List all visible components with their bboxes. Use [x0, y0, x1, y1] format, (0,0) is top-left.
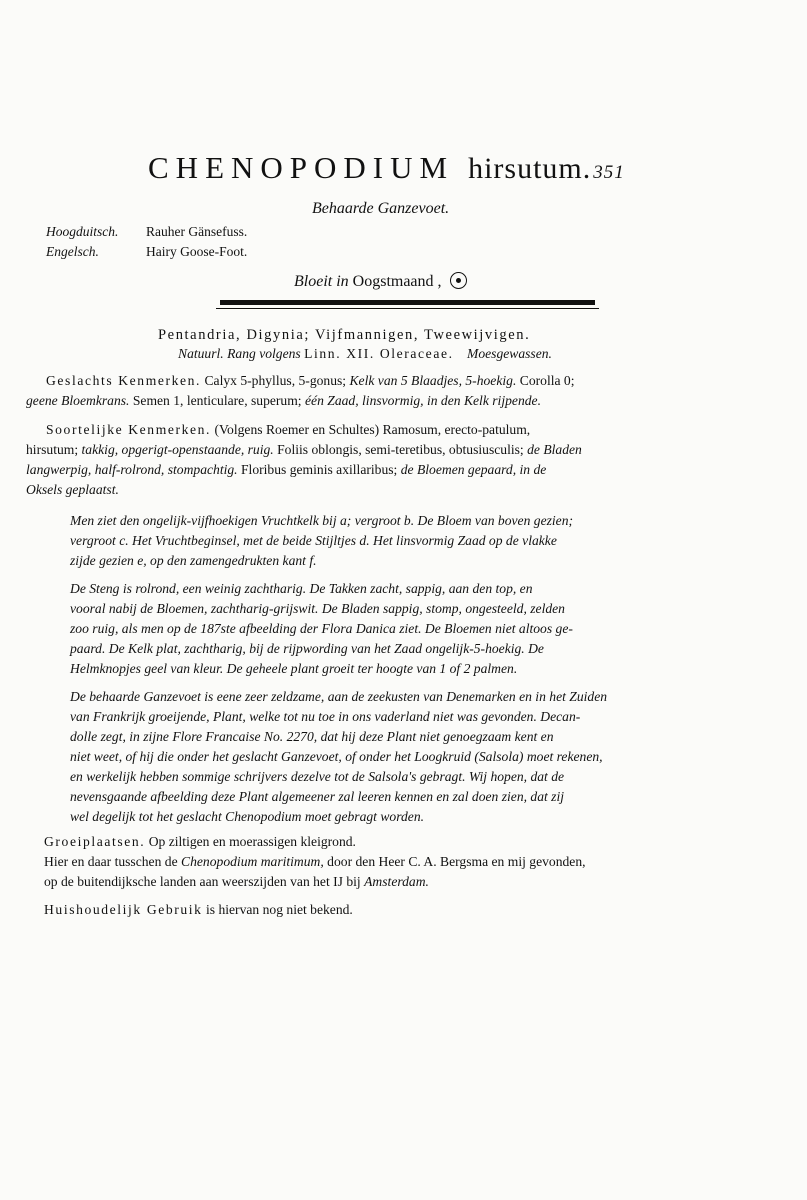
language-label: Hoogduitsch.	[46, 224, 119, 239]
history-line: dolle zegt, in zijne Flore Francaise No. 2270, dat hij deze Plant niet genoegzaam kent en	[70, 729, 554, 744]
genus-name: CHENOPODIUM	[148, 150, 455, 185]
vernacular-name-row	[46, 222, 247, 242]
history-line: van Frankrijk groeijende, Plant, welke tot nu toe in ons vaderland niet was gevonden. Decan-	[70, 709, 581, 724]
vernacular-name-row	[46, 242, 247, 262]
bloom-period	[294, 272, 467, 291]
figure-explanation-line: Men ziet den ongelijk-vijfhoekigen Vruchtkelk bij a; vergroot b. De Bloem van boven gezien;	[70, 513, 574, 528]
page-title	[148, 150, 768, 191]
genus-characters-cont: geene Bloemkrans. Semen 1, lenticulare, superum; één Zaad, linsvormig, in den Kelk rijpende.	[26, 393, 541, 408]
bloom-month: Oogstmaand ,	[352, 273, 442, 290]
habitat-cont: Hier en daar tusschen de Chenopodium maritimum, door den Heer C. A. Bergsma en mij gevonden,	[44, 854, 586, 869]
vernacular-names	[46, 222, 247, 262]
history-line: wel degelijk tot het geslacht Chenopodium moet gebragt worden.	[70, 809, 425, 824]
linnaean-class: Pentandria, Digynia; Vijfmannigen, Tweewijvigen.	[158, 327, 531, 343]
species-characters: Soortelijke Kenmerken. (Volgens Roemer en Schultes) Ramosum, erecto-patulum,	[46, 422, 531, 437]
vernacular-name: Hairy Goose-Foot.	[146, 244, 248, 259]
vernacular-name: Rauher Gänsefuss.	[146, 224, 248, 239]
description-line: zoo ruig, als men op de 187ste afbeelding der Flora Danica ziet. De Bloemen niet altoos ge-	[70, 621, 573, 636]
habitat: Groeiplaatsen. Op ziltigen en moerassigen kleigrond.	[44, 834, 356, 849]
dutch-common-name: Behaarde Ganzevoet.	[312, 200, 450, 217]
species-characters-cont: Oksels geplaatst.	[26, 482, 119, 497]
description-line: Helmknopjes geel van kleur. De geheele plant groeit ter hoogte van 1 of 2 palmen.	[70, 661, 518, 676]
annual-symbol-icon	[450, 272, 467, 289]
history-line: niet weet, of hij die onder het geslacht Ganzevoet, of onder het Loogkruid (Salsola) moet rekenen,	[70, 749, 603, 764]
history-line: en werkelijk hebben sommige schrijvers dezelve tot de Salsola's gebragt. Wij hopen, dat de	[70, 769, 565, 784]
habitat-cont: op de buitendijksche landen aan weerszijden van het IJ bij Amsterdam.	[44, 874, 429, 889]
species-name: hirsutum.	[468, 152, 592, 185]
bloom-label: Bloeit in	[294, 273, 349, 290]
description-line: De Steng is rolrond, een weinig zachtharig. De Takken zacht, sappig, aan den top, en	[70, 581, 533, 596]
species-characters-cont: langwerpig, half-rolrond, stompachtig. Floribus geminis axillaribus; de Bloemen gepaard, in de	[26, 462, 547, 477]
plate-number: 351	[593, 162, 625, 183]
history-line: nevensgaande afbeelding deze Plant algemeener zal leeren kennen en zal doen zien, dat zij	[70, 789, 565, 804]
species-characters-cont: hirsutum; takkig, opgerigt-openstaande, ruig. Foliis oblongis, semi-teretibus, obtusiusculis; de Bladen	[26, 442, 582, 457]
figure-explanation-line: zijde gezien e, op den zamengedrukten kant f.	[70, 553, 317, 568]
figure-explanation-line: vergroot c. Het Vruchtbeginsel, met de beide Stijltjes d. Het linsvormig Zaad op de vlakke	[70, 533, 557, 548]
divider-rule-thin	[216, 308, 599, 309]
description-line: paard. De Kelk plat, zachtharig, bij de rijpwording van het Zaad ongelijk-5-hoekig. De	[70, 641, 544, 656]
natural-rank: Natuurl. Rang volgens Linn. XII. Oleraceae. Moesgewassen.	[178, 346, 552, 361]
language-label: Engelsch.	[46, 244, 99, 259]
economic-use: Huishoudelijk Gebruik is hiervan nog niet bekend.	[44, 902, 353, 917]
history-line: De behaarde Ganzevoet is eene zeer zeldzame, aan de zeekusten van Denemarken en in het Zuiden	[70, 689, 608, 704]
description-line: vooral nabij de Bloemen, zachtharig-grijswit. De Bladen sappig, stomp, ongesteeld, zelden	[70, 601, 565, 616]
genus-characters: Geslachts Kenmerken. Calyx 5-phyllus, 5-gonus; Kelk van 5 Blaadjes, 5-hoekig. Corolla 0;	[46, 373, 575, 388]
divider-rule	[220, 300, 595, 305]
